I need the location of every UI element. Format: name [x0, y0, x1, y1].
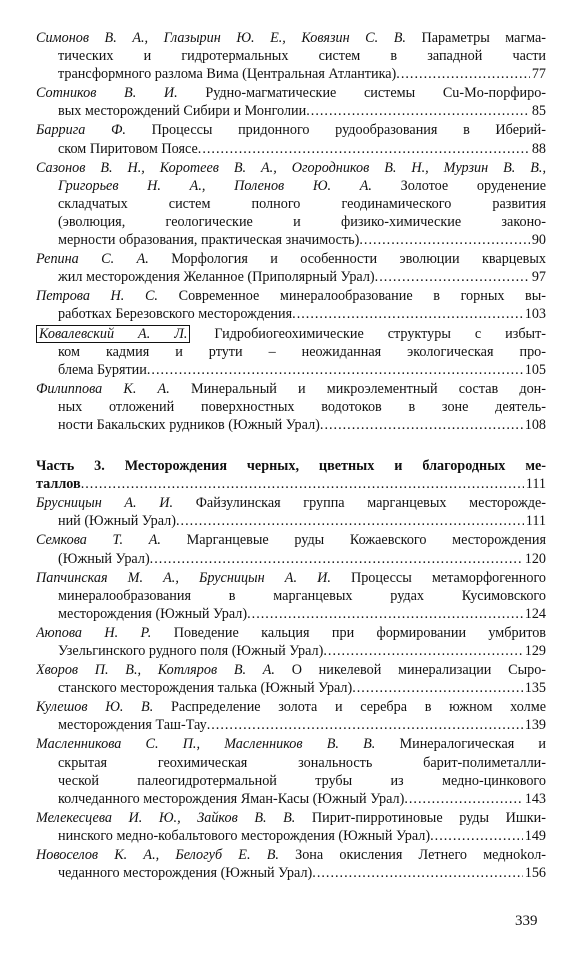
toc-page-number: 97: [531, 269, 546, 286]
toc-entry-line: [36, 624, 546, 642]
toc-page-number: 85: [531, 103, 546, 120]
section-heading-text: таллов: [36, 476, 81, 493]
toc-entry-title: Современное минералообразование в горных вы-: [178, 288, 546, 305]
toc-entry-title: месторождения (Южный Урал): [58, 605, 248, 622]
toc-entry-line: [36, 268, 546, 286]
toc-entry: [36, 569, 546, 623]
toc-entry: [36, 698, 546, 734]
section-heading-line: Часть 3. Месторождения черных, цветных и благородных ме-: [36, 458, 546, 475]
toc-entry-line: [36, 809, 546, 827]
toc-entry-line: ком кадмия и ртути – неожиданная экологическая про-: [58, 343, 546, 360]
toc-entry-line: складчатых систем полного геодинамического развития: [58, 195, 546, 212]
toc-entry-title: Марганцевые руды Кожаевского месторождения: [186, 532, 546, 549]
toc-entry: [36, 809, 546, 845]
dot-leader: [352, 679, 523, 697]
toc-entry-title: жил месторождения Желанное (Приполярный Урал): [58, 269, 375, 286]
toc-entry-authors: Баррига Ф.: [36, 122, 126, 139]
toc-entry: [36, 287, 546, 323]
toc-entry-authors: Семкова Т. А.: [36, 532, 161, 549]
table-of-contents: [36, 29, 546, 883]
toc-entry-line: [36, 605, 546, 623]
toc-entry-title: станского месторождения талька (Южный Урал): [58, 680, 353, 697]
toc-entry: [36, 380, 546, 434]
toc-entry-line: [36, 716, 546, 734]
toc-entry-line: [36, 325, 546, 343]
toc-entry-line: [36, 512, 546, 530]
toc-entry-title: трансформного разлома Вима (Центральная Атлантика): [58, 66, 397, 83]
toc-page-number: 149: [524, 827, 546, 844]
toc-entry-line: [36, 661, 546, 679]
toc-entry-line: [36, 679, 546, 697]
toc-entry-title: Узельгинского рудного поля (Южный Урал): [58, 643, 324, 659]
toc-entry: [36, 325, 546, 379]
dot-leader: [207, 716, 523, 734]
toc-entry-title: Процессы метаморфогенного: [350, 569, 546, 586]
toc-entry-line: [36, 287, 546, 305]
dot-leader: [147, 361, 523, 379]
toc-entry-title: Рудно-магматические системы Cu-Mo-порфиро-: [205, 85, 546, 102]
dot-leader: [81, 475, 524, 493]
toc-entry-line: [36, 65, 546, 83]
toc-entry-title: Золотое оруденение: [400, 177, 546, 194]
toc-entry-line: [36, 380, 546, 398]
toc-entry-title: (Южный Урал): [58, 550, 150, 567]
toc-entry-line: [36, 29, 546, 47]
toc-entry-line: [36, 827, 546, 845]
toc-entry: [36, 661, 546, 697]
toc-entry-line: [36, 231, 546, 249]
toc-entry-line: [36, 846, 546, 864]
toc-entry-line: [36, 642, 546, 660]
toc-entry-authors: Хворов П. В., Котляров В. А.: [36, 662, 275, 679]
dot-leader: [320, 416, 523, 434]
dot-leader: [359, 231, 529, 249]
toc-entry-title: мерности образования, практическая значимость): [58, 232, 360, 249]
toc-entry: [36, 735, 546, 807]
toc-entry-authors: Сазонов В. Н., Коротеев В. А., Огородников В. Н., Мурзин В. В.,: [36, 159, 546, 176]
toc-entry-title: Параметры магма-: [421, 30, 546, 46]
toc-entry-authors: Филиппова К. А.: [36, 380, 170, 397]
toc-page-number: 135: [524, 680, 546, 697]
toc-entry-line: [36, 140, 546, 158]
dot-leader: [396, 65, 530, 83]
toc-entry: [36, 121, 546, 157]
toc-page-number: 88: [531, 140, 546, 157]
toc-entry-line: ческой палеогидротермальной трубы из медно-цинкового: [58, 772, 546, 789]
toc-entry-line: [36, 550, 546, 568]
toc-entry-authors: Бруcницын А. И.: [36, 495, 174, 512]
toc-entry-line: [36, 250, 546, 268]
toc-entry-title: Морфология и особенности эволюции кварцевых: [171, 251, 546, 268]
toc-entry: [36, 29, 546, 83]
toc-entry-authors: Масленникова С. П., Масленников В. В.: [36, 736, 376, 753]
dot-leader: [323, 642, 522, 660]
toc-entry-line: тических и гидротермальных систем в западной части: [58, 48, 546, 65]
toc-page-number: 77: [531, 66, 546, 83]
toc-entry-authors: Сотников В. И.: [36, 85, 178, 102]
toc-entry-line: минералообразования в марганцевых рудах Кусимовского: [58, 587, 546, 604]
toc-entry-authors: Петрова Н. С.: [36, 288, 158, 305]
toc-entry-authors: Симонов В. А., Глазырин Ю. Е., Ковязин С. В.: [36, 30, 406, 46]
toc-page-number: 108: [524, 416, 546, 433]
dot-leader: [176, 512, 524, 530]
toc-entry-title: вых месторождений Сибири и Монголии: [58, 103, 307, 120]
toc-entry: [36, 84, 546, 120]
toc-entry-authors-boxed: Ковалевский А. Л.: [36, 325, 190, 343]
toc-page-number: 105: [524, 361, 546, 378]
toc-entry: [36, 494, 546, 530]
toc-entry: [36, 624, 546, 660]
toc-entry-title: Распределение золота и серебра в южном холме: [170, 699, 546, 716]
dot-leader: [430, 827, 523, 845]
toc-entry-title: Зона окисления Летнего медноkол-: [295, 847, 546, 864]
toc-page-number: 124: [524, 605, 546, 622]
toc-entry-title: блема Бурятии: [58, 361, 147, 378]
toc-entry-authors: Репина С. А.: [36, 251, 149, 268]
toc-entry-title: месторождения Таш-Тау: [58, 717, 207, 734]
toc-entry-title: чеданного месторождения (Южный Урал): [58, 865, 313, 882]
toc-entry-line: [36, 698, 546, 716]
dot-leader: [312, 864, 522, 882]
dot-leader: [292, 305, 523, 323]
page-number: 339: [515, 913, 538, 929]
toc-page-number: 129: [524, 643, 546, 659]
toc-entry-line: [36, 102, 546, 120]
toc-entry-line: ных отложений поверхностных водотоков в зоне деятель-: [58, 398, 546, 415]
toc-page-number: 139: [524, 717, 546, 734]
toc-entry-line: [36, 84, 546, 102]
toc-entry: [36, 846, 546, 882]
toc-entry-authors: Мелекесцева И. Ю., Зайков В. В.: [36, 809, 296, 826]
toc-entry-line: [36, 569, 546, 587]
toc-entry-authors: Кулешов Ю. В.: [36, 699, 154, 716]
toc-page-number: 156: [524, 865, 546, 882]
toc-entry-authors: Аюпова Н. Р.: [36, 624, 152, 641]
toc-page-number: 90: [531, 232, 546, 249]
dot-leader: [404, 790, 522, 808]
toc-page-number: 111: [525, 476, 546, 493]
toc-entry-title: Файзулинская группа марганцевых месторожде-: [195, 495, 546, 512]
toc-entry-line: [36, 735, 546, 753]
toc-entry-title: колчеданного месторождения Яман-Касы (Южный Урал): [58, 790, 405, 807]
toc-page-number: 120: [524, 550, 546, 567]
dot-leader: [375, 268, 530, 286]
toc-page-number: 143: [524, 790, 546, 807]
toc-entry: [36, 531, 546, 567]
toc-entry-title: О никелевой минерализации Сыро-: [291, 662, 546, 679]
toc-entry-line: (эволюция, геологические и физико-химические законо-: [58, 213, 546, 230]
dot-leader: [150, 550, 523, 568]
toc-entry-line: [36, 361, 546, 379]
dot-leader: [247, 605, 523, 623]
toc-entry-title: Минеральный и микроэлементный состав дон-: [190, 380, 546, 397]
toc-entry: [36, 250, 546, 286]
toc-entry-authors: Григорьев Н. А., Поленов Ю. А.: [58, 177, 372, 194]
toc-entry-line: скрытая геохимическая зональность барит-полиметалли-: [58, 754, 546, 771]
toc-entry-title: Поведение кальция при формировании умбритов: [173, 624, 546, 641]
toc-entry-line: [36, 531, 546, 549]
toc-page-number: 103: [524, 306, 546, 323]
toc-entry: [36, 159, 546, 249]
toc-entry-title: ности Бакальских рудников (Южный Урал): [58, 416, 320, 433]
toc-entry-authors: Новоселов К. А., Белогуб Е. В.: [36, 847, 279, 864]
section-heading: [36, 457, 546, 493]
toc-entry-title: нинского медно-кобальтового месторождения (Южный Урал): [58, 827, 431, 844]
toc-entry-line: [36, 790, 546, 808]
toc-entry-line: [36, 305, 546, 323]
toc-entry-title: Гидробиогеохимические структуры с избыт-: [214, 325, 546, 342]
toc-entry-line: [36, 864, 546, 882]
toc-entry-title: работках Березовского месторождения: [58, 306, 293, 323]
toc-entry-title: ском Пиритовом Поясе: [58, 140, 198, 157]
toc-entry-line: [36, 177, 546, 195]
toc-entry-title: ний (Южный Урал): [58, 513, 176, 530]
toc-entry-line: [36, 494, 546, 512]
toc-entry-title: Минералогическая и: [399, 736, 546, 753]
section-heading-line: [36, 475, 546, 493]
toc-page-number: 111: [525, 513, 546, 530]
toc-entry-title: Процессы придонного рудообразования в Иберий-: [151, 122, 546, 139]
toc-entry-line: [36, 121, 546, 139]
toc-entry-title: Пирит-пирротиновые руды Ишки-: [311, 809, 546, 826]
toc-entry-authors: Папчинская М. А., Брусницын А. И.: [36, 569, 331, 586]
dot-leader: [306, 102, 530, 120]
toc-entry-line: [36, 416, 546, 434]
dot-leader: [198, 140, 530, 158]
